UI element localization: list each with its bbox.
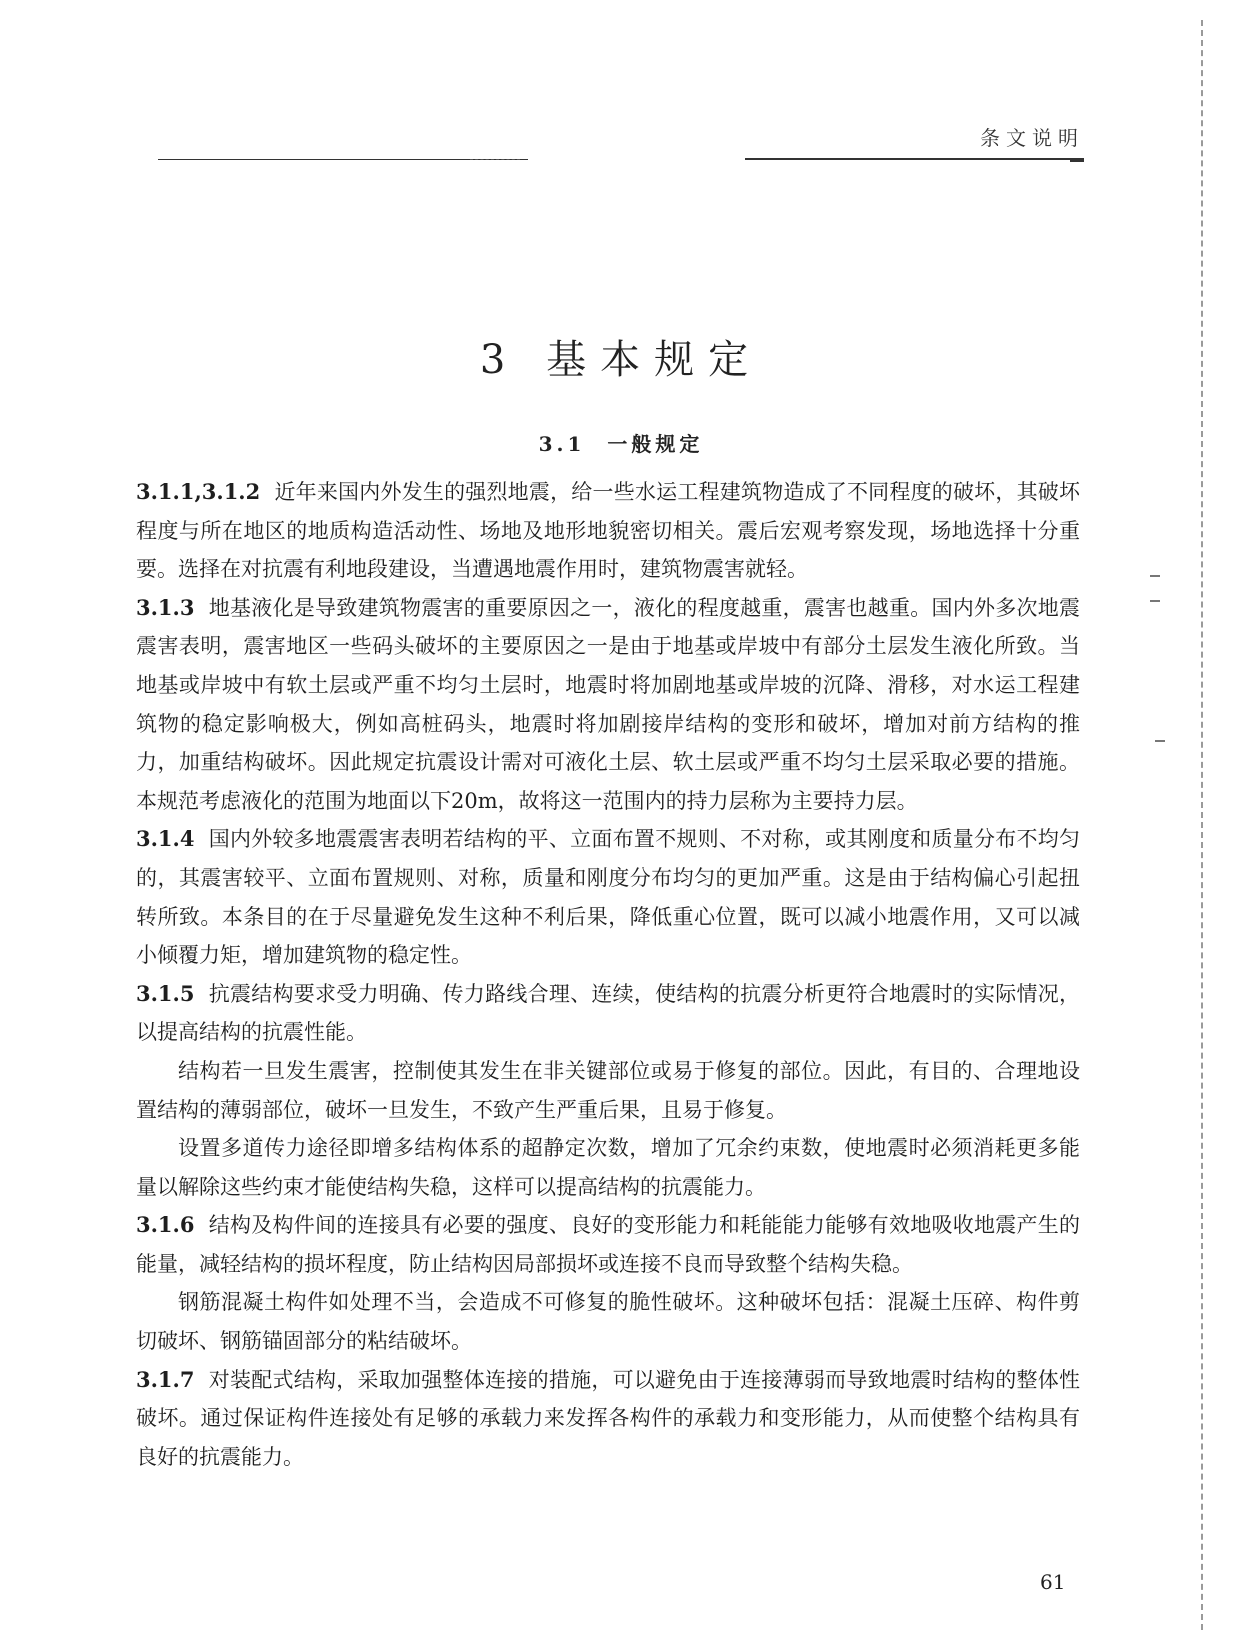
paragraph-text: 结构若一旦发生震害，控制使其发生在非关键部位或易于修复的部位。因此，有目的、合理地设置结构的薄弱部位，破坏一旦发生，不致产生严重后果，且易于修复。 (136, 1058, 1080, 1122)
scan-mark (1155, 740, 1165, 742)
paragraph (136, 1283, 1080, 1360)
clause-number: 3.1.6 (136, 1212, 195, 1238)
scan-mark (1150, 575, 1160, 577)
paragraph (136, 1052, 1080, 1129)
paragraph-text: 国内外较多地震震害表明若结构的平、立面布置不规则、不对称，或其刚度和质量分布不均匀的，其震害较平、立面布置规则、对称，质量和刚度分布均匀的更加严重。这是由于结构偏心引起扭转所致。本条目的在于尽量避免发生这种不利后果，降低重心位置，既可以减小地震作用，又可以减小倾覆力矩，增加建筑物的稳定性。 (136, 827, 1080, 968)
paragraph (136, 473, 1080, 589)
paragraph-text: 对装配式结构，采取加强整体连接的措施，可以避免由于连接薄弱而导致地震时结构的整体性破坏。通过保证构件连接处有足够的承载力来发挥各构件的承载力和变形能力，从而使整个结构具有良好的抗震能力。 (136, 1367, 1080, 1469)
paragraph-text: 近年来国内外发生的强烈地震，给一些水运工程建筑物造成了不同程度的破坏，其破坏程度与所在地区的地质构造活动性、场地及地形地貌密切相关。震后宏观考察发现，场地选择十分重要。选择在对抗震有利地段建设，当遭遇地震作用时，建筑物震害就轻。 (136, 480, 1080, 582)
section-name: 一般规定 (607, 432, 704, 456)
body-text (136, 473, 1080, 1476)
paragraph (136, 975, 1080, 1052)
paragraph-text: 结构及构件间的连接具有必要的强度、良好的变形能力和耗能能力能够有效地吸收地震产生的能量，减轻结构的损坏程度，防止结构因局部损坏或连接不良而导致整个结构失稳。 (136, 1213, 1080, 1276)
header-rule-tick (1070, 158, 1084, 162)
paragraph-text: 抗震结构要求受力明确、传力路线合理、连续，使结构的抗震分析更符合地震时的实际情况，以提高结构的抗震性能。 (136, 981, 1080, 1045)
paragraph-text: 地基液化是导致建筑物震害的重要原因之一，液化的程度越重，震害也越重。国内外多次地震震害表明，震害地区一些码头破坏的主要原因之一是由于地基或岸坡中有部分土层发生液化所致。当地基或岸坡中有软土层或严重不均匀土层时，地震时将加剧地基或岸坡的沉降、滑移，对水运工程建筑物的稳定影响极大，例如高桩码头，地震时将加剧接岸结构的变形和破坏，增加对前方结构的推力，加重结构破坏。因此规定抗震设计需对可液化土层、软土层或严重不均匀土层采取必要的措施。本规范考虑液化的范围为地面以下20m，故将这一范围内的持力层称为主要持力层。 (136, 595, 1080, 813)
paragraph (136, 1129, 1080, 1206)
clause-number: 3.1.3 (136, 594, 195, 620)
section-title (0, 428, 1242, 457)
clause-number: 3.1.7 (136, 1366, 195, 1392)
paragraph (136, 589, 1080, 821)
chapter-title: 3 基本规定 (479, 337, 763, 383)
scan-mark (1150, 600, 1160, 602)
header-rule-left-dashed (470, 159, 520, 160)
clause-number: 3.1.4 (136, 826, 195, 852)
paragraph-text: 钢筋混凝土构件如处理不当，会造成不可修复的脆性破坏。这种破坏包括：混凝土压碎、构件剪切破坏、钢筋锚固部分的粘结破坏。 (136, 1290, 1080, 1354)
clause-number: 3.1.1,3.1.2 (136, 479, 261, 504)
running-header-title: 条文说明 (980, 126, 1084, 150)
paragraph (136, 1361, 1080, 1477)
paragraph (136, 1206, 1080, 1283)
paragraph-text: 设置多道传力途径即增多结构体系的超静定次数，增加了冗余约束数，使地震时必须消耗更多能量以解除这些约束才能使结构失稳，这样可以提高结构的抗震能力。 (136, 1136, 1080, 1199)
binding-edge-dashes (1201, 20, 1203, 1630)
paragraph (136, 820, 1080, 974)
header-rule-right (745, 158, 1077, 160)
section-number: 3.1 (538, 432, 586, 456)
clause-number: 3.1.5 (136, 980, 195, 1006)
page-number: 61 (1040, 1570, 1066, 1594)
